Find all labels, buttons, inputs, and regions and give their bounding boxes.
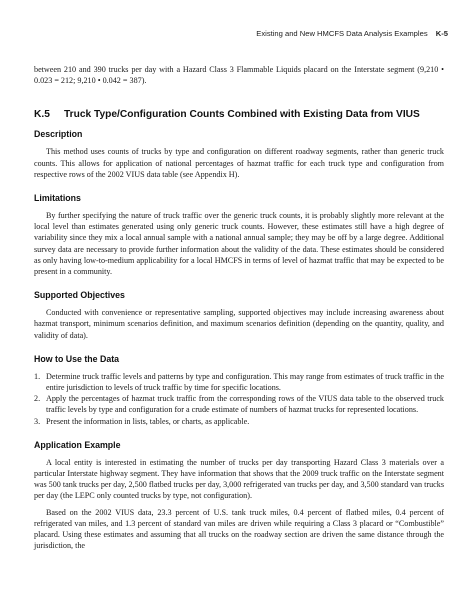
application-example-heading: Application Example bbox=[34, 439, 121, 450]
application-example-paragraph-2: Based on the 2002 VIUS data, 23.3 percent of U.S. tank truck miles, 0.4 percent of flatbed miles, 0.4 percent of refrigerated van miles, and 1.3 percent of standard van miles are driven while requiring a Class 3 placard or “Combustible” placard. Using these estimates and assuming that all trucks on the roadway section are driven the same distance through the jurisdiction, the bbox=[34, 507, 444, 551]
step-number: 2. bbox=[34, 394, 41, 404]
section-heading bbox=[34, 109, 444, 121]
list-item bbox=[34, 393, 444, 415]
step-text: Determine truck traffic levels and patterns by type and configuration. This may range from estimates of truck traffic in the entire jurisdiction to levels of truck traffic by time for specific locations. bbox=[46, 371, 444, 393]
running-header-title: Existing and New HMCFS Data Analysis Examples bbox=[256, 29, 428, 38]
steps-list bbox=[34, 371, 444, 427]
page-body bbox=[34, 64, 444, 551]
step-number: 1. bbox=[34, 371, 41, 381]
section-number: K.5 bbox=[34, 109, 50, 121]
step-text: Present the information in lists, tables, or charts, as applicable. bbox=[46, 416, 250, 426]
limitations-heading: Limitations bbox=[34, 193, 81, 204]
description-paragraph: This method uses counts of trucks by type and configuration on different roadway segments, rather than generic truck counts. This allows for application of national percentages of hazmat traffic for each truck type and configuration from respective rows of the 2002 VIUS data table (see Appendix H). bbox=[34, 147, 444, 179]
description-heading: Description bbox=[34, 129, 83, 140]
section-title: Truck Type/Configuration Counts Combined with Existing Data from VIUS bbox=[64, 109, 420, 121]
supported-objectives-paragraph: Conducted with convenience or representative sampling, supported objectives may include increasing awareness about hazmat transport, minimum scenarios definition, and maximum scenarios definition (depending on the quantity, quality, and validity of data). bbox=[34, 308, 444, 340]
supported-objectives-heading: Supported Objectives bbox=[34, 290, 125, 301]
how-to-use-heading: How to Use the Data bbox=[34, 353, 120, 364]
list-item bbox=[34, 416, 444, 427]
limitations-paragraph: By further specifying the nature of truck traffic over the generic truck counts, it is probably slightly more relevant at the local level than estimates generated using only generic truck counts. However, these estimates still have a high degree of variability since they mix a local annual sample with a national annual sample; they may be off by a large degree. Additional survey data are necessary to provide further information about the validity of the data. These estimates should be considered as only having low-to-medium applicability for a local HMCFS in terms of level of hazmat traffic that may be expected to be present in a community. bbox=[34, 211, 444, 277]
page-number: K-5 bbox=[435, 29, 448, 38]
running-header bbox=[256, 29, 448, 38]
step-number: 3. bbox=[34, 416, 41, 426]
step-text: Apply the percentages of hazmat truck traffic from the corresponding rows of the VIUS data table to the observed truck traffic levels by type and configuration for a crude estimate of numbers of hazmat trucks for represented locations. bbox=[46, 394, 444, 415]
list-item bbox=[34, 371, 444, 393]
application-example-paragraph-1: A local entity is interested in estimating the number of trucks per day transporting Hazard Class 3 materials over a particular Interstate highway segment. They have information that shows that the 2009 truck traffic on the Interstate segment was 500 tank trucks per day, 2,500 flatbed trucks per day, 3,000 refrigerated van trucks per day, and 3,500 standard van trucks per day (the LEPC only counted trucks by type, not configuration). bbox=[34, 457, 444, 501]
intro-paragraph: between 210 and 390 trucks per day with a Hazard Class 3 Flammable Liquids placard on the Interstate segment (9,210 • 0.023 = 212; 9,210 • 0.042 = 387). bbox=[34, 65, 444, 86]
